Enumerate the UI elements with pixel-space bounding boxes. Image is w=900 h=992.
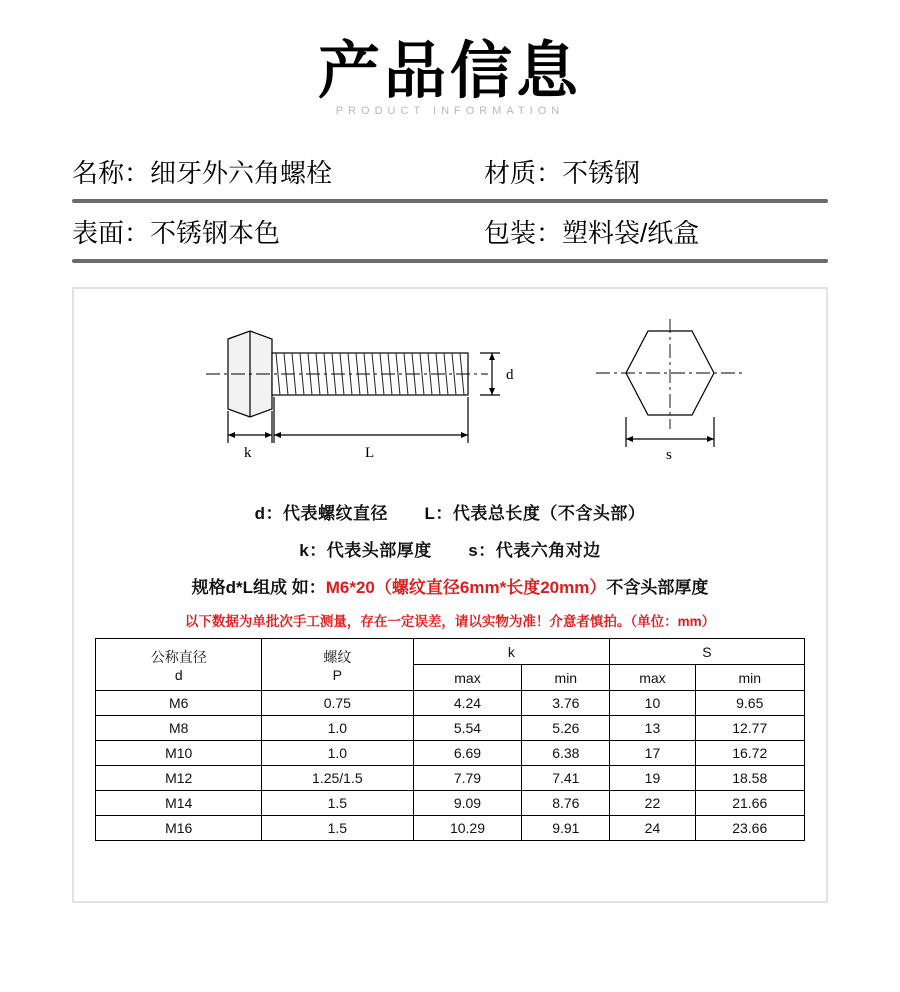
spec-block — [0, 143, 900, 263]
dim-label-d: d — [506, 367, 514, 384]
table-header-row-1 — [96, 639, 805, 665]
page-title: 产品信息 — [317, 34, 582, 107]
spec-surface-label: 表面： — [72, 217, 151, 248]
spec-packaging — [442, 213, 828, 250]
spec-format-note — [88, 573, 812, 598]
cell-d: M16 — [96, 816, 262, 841]
cell-k-min: 5.26 — [522, 716, 610, 741]
legend-d: d：代表螺纹直径 — [254, 504, 389, 524]
spec-name-label: 名称： — [72, 157, 151, 188]
spec-name-value: 细牙外六角螺栓 — [150, 157, 333, 188]
cell-p: 1.5 — [262, 816, 413, 841]
legend — [88, 499, 812, 561]
cell-p: 1.5 — [262, 791, 413, 816]
dimension-table — [95, 638, 805, 841]
th-thread-pitch-line2: P — [332, 666, 343, 683]
cell-s-min: 18.58 — [695, 766, 804, 791]
cell-s-min: 9.65 — [695, 691, 804, 716]
spec-material — [442, 153, 828, 190]
th-thread-pitch-line1: 螺纹 — [323, 648, 352, 665]
cell-k-max: 6.69 — [413, 741, 522, 766]
cell-k-min: 8.76 — [522, 791, 610, 816]
spec-surface — [72, 213, 442, 250]
spec-row-1 — [72, 143, 828, 199]
cell-k-max: 7.79 — [413, 766, 522, 791]
spec-packaging-label: 包装： — [484, 217, 563, 248]
cell-k-max: 10.29 — [413, 816, 522, 841]
header — [0, 0, 900, 117]
table-row — [96, 816, 805, 841]
legend-L: L：代表总长度（不含头部） — [424, 504, 646, 524]
bolt-diagram-svg — [88, 311, 848, 481]
th-nominal-diameter — [96, 639, 262, 691]
cell-s-max: 13 — [610, 716, 696, 741]
th-s-max: max — [610, 665, 696, 691]
dim-label-s: s — [666, 447, 672, 464]
cell-p: 1.0 — [262, 716, 413, 741]
th-group-k: k — [413, 639, 610, 665]
cell-s-max: 22 — [610, 791, 696, 816]
cell-s-max: 24 — [610, 816, 696, 841]
table-row — [96, 716, 805, 741]
cell-s-min: 12.77 — [695, 716, 804, 741]
cell-k-min: 6.38 — [522, 741, 610, 766]
cell-s-max: 19 — [610, 766, 696, 791]
cell-d: M12 — [96, 766, 262, 791]
divider-2 — [72, 259, 828, 263]
cell-k-min: 3.76 — [522, 691, 610, 716]
legend-line-1 — [88, 499, 812, 524]
measurement-warning: 以下数据为单批次手工测量，存在一定误差，请以实物为准！介意者慎拍。（单位：mm） — [184, 614, 716, 630]
th-s-min: min — [695, 665, 804, 691]
table-row — [96, 791, 805, 816]
th-nominal-diameter-line2: d — [174, 666, 183, 683]
legend-k: k：代表头部厚度 — [299, 541, 432, 561]
spec-packaging-value: 塑料袋/纸盒 — [562, 217, 700, 248]
cell-k-min: 7.41 — [522, 766, 610, 791]
spec-material-value: 不锈钢 — [562, 157, 641, 188]
spec-note-highlight: M6*20（螺纹直径6mm*长度20mm） — [325, 578, 607, 598]
spec-note-prefix: 规格d*L组成 如： — [191, 578, 326, 598]
technical-panel — [72, 287, 828, 903]
cell-d: M8 — [96, 716, 262, 741]
spec-material-label: 材质： — [484, 157, 563, 188]
legend-s: s：代表六角对边 — [468, 541, 601, 561]
cell-p: 1.25/1.5 — [262, 766, 413, 791]
cell-d: M14 — [96, 791, 262, 816]
cell-k-max: 9.09 — [413, 791, 522, 816]
table-row — [96, 741, 805, 766]
dim-label-k: k — [244, 445, 252, 462]
cell-p: 1.0 — [262, 741, 413, 766]
table-row — [96, 691, 805, 716]
technical-drawing — [88, 311, 812, 481]
th-k-max: max — [413, 665, 522, 691]
spec-surface-value: 不锈钢本色 — [150, 217, 281, 248]
th-group-s: S — [610, 639, 805, 665]
th-nominal-diameter-line1: 公称直径 — [150, 648, 207, 665]
dim-label-L: L — [365, 445, 375, 462]
cell-s-min: 23.66 — [695, 816, 804, 841]
cell-p: 0.75 — [262, 691, 413, 716]
page-subtitle: PRODUCT INFORMATION — [335, 105, 565, 118]
cell-k-max: 4.24 — [413, 691, 522, 716]
cell-s-max: 10 — [610, 691, 696, 716]
cell-s-min: 16.72 — [695, 741, 804, 766]
th-thread-pitch — [262, 639, 413, 691]
cell-k-max: 5.54 — [413, 716, 522, 741]
cell-s-min: 21.66 — [695, 791, 804, 816]
cell-d: M10 — [96, 741, 262, 766]
table-row — [96, 766, 805, 791]
legend-line-2 — [88, 536, 812, 561]
th-k-min: min — [522, 665, 610, 691]
spec-note-suffix: 不含头部厚度 — [606, 578, 709, 598]
cell-d: M6 — [96, 691, 262, 716]
table-body — [96, 691, 805, 841]
spec-row-2 — [72, 203, 828, 259]
spec-name — [72, 153, 442, 190]
cell-k-min: 9.91 — [522, 816, 610, 841]
cell-s-max: 17 — [610, 741, 696, 766]
